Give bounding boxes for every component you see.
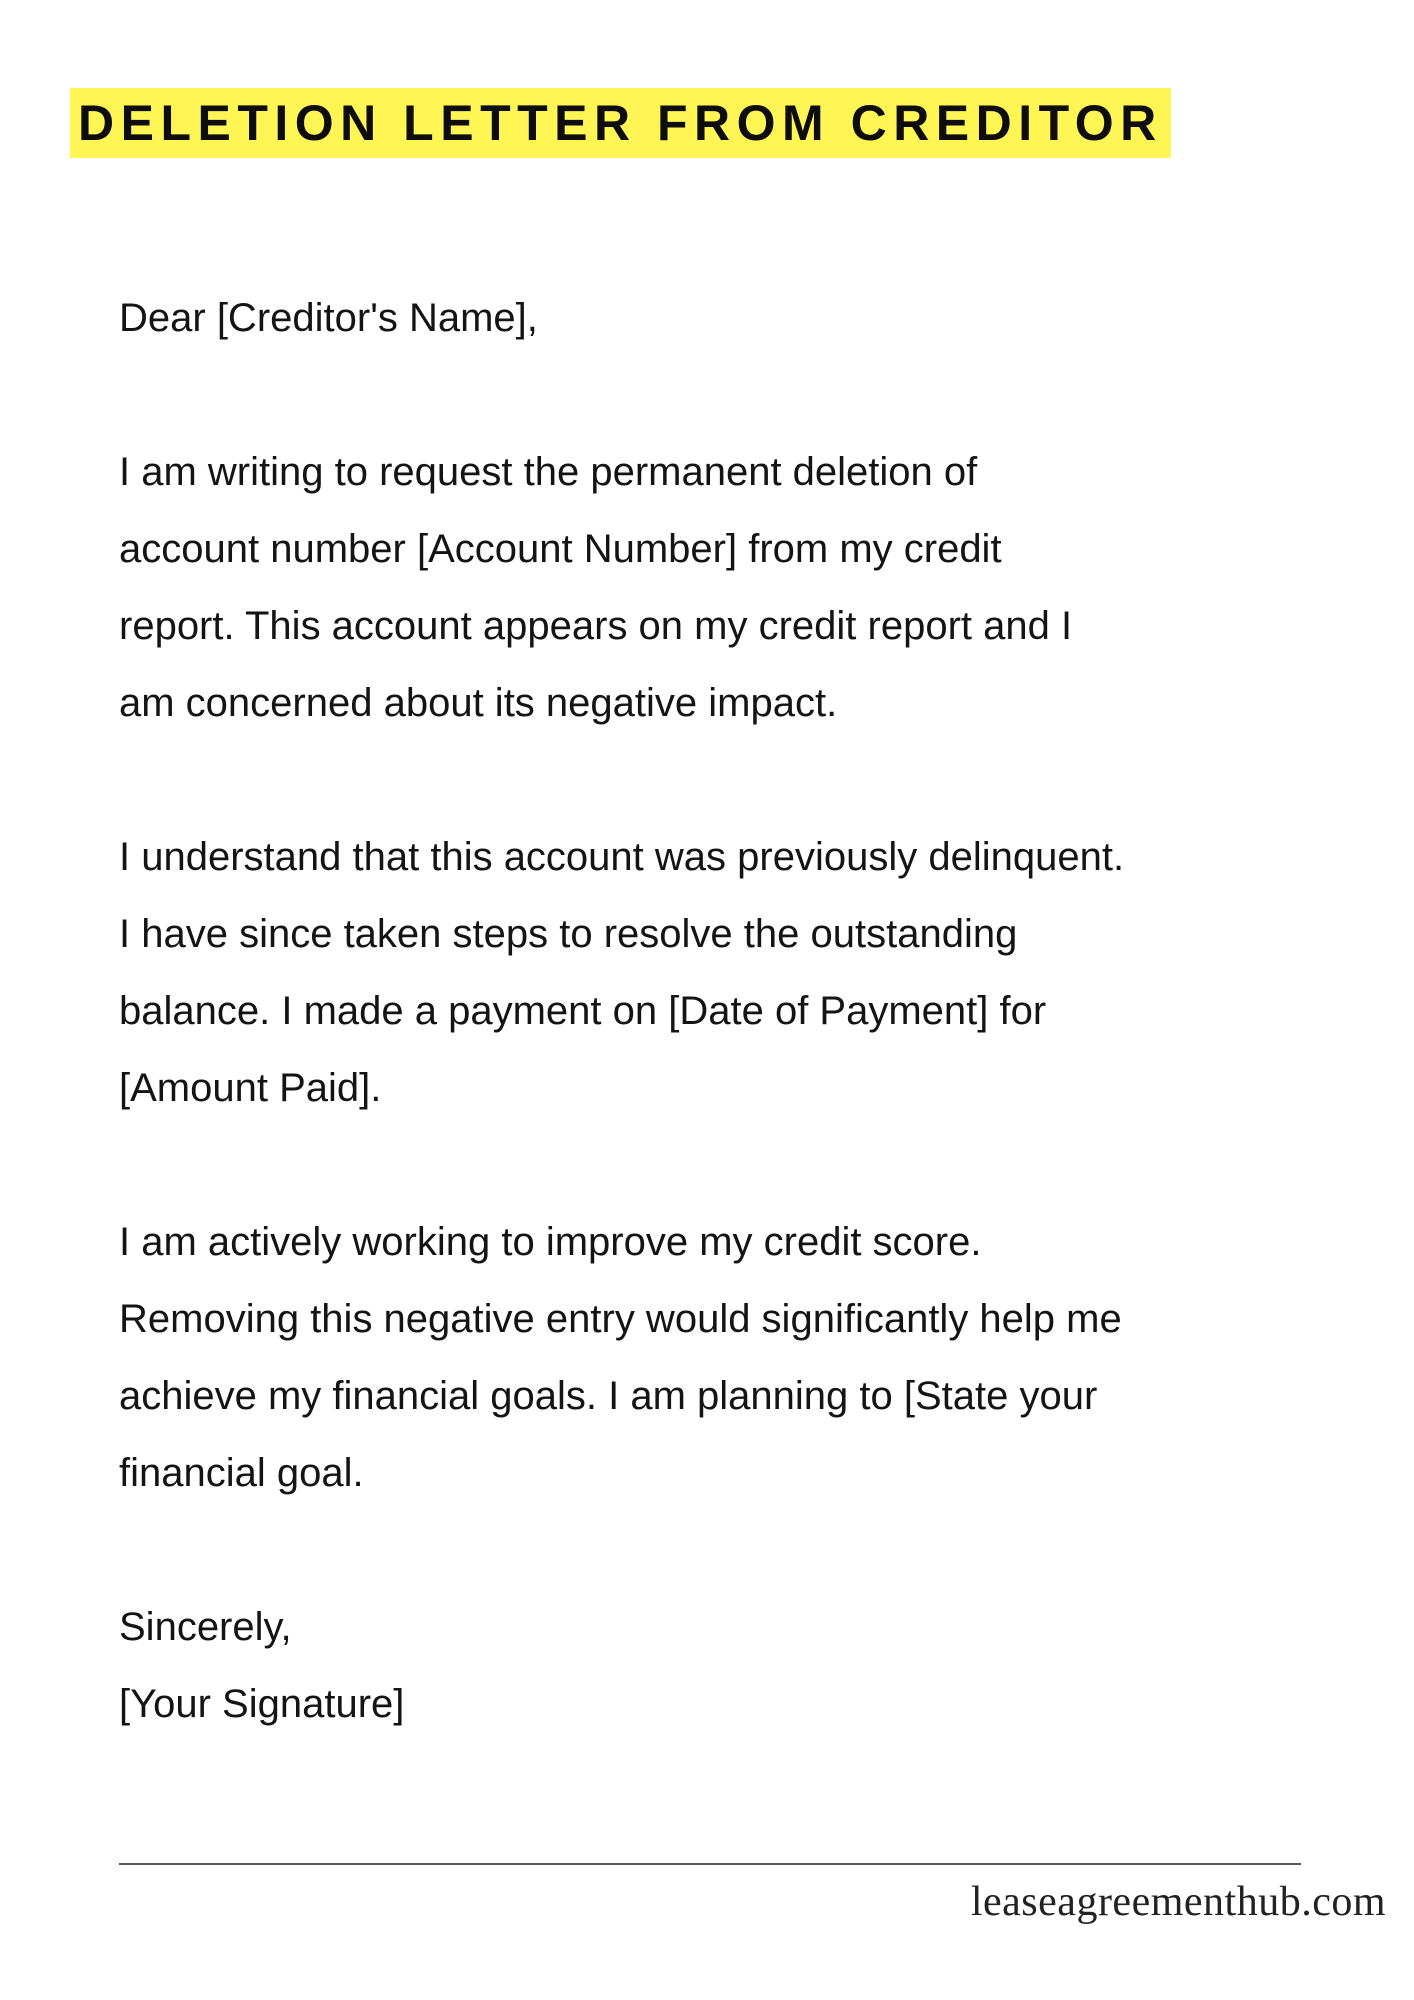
paragraph-line: report. This account appears on my credit report and I: [119, 604, 1073, 648]
paragraph-line: financial goal.: [119, 1451, 364, 1495]
spacer: [119, 742, 1359, 819]
paragraph-line: I am writing to request the permanent deletion of: [119, 450, 978, 494]
paragraph-line: I have since taken steps to resolve the outstanding: [119, 912, 1018, 956]
paragraph-3: [119, 1204, 1359, 1512]
closing: Sincerely,: [119, 1605, 292, 1649]
document-title: DELETION LETTER FROM CREDITOR: [78, 95, 1163, 151]
paragraph-line: am concerned about its negative impact.: [119, 681, 838, 725]
title-highlight: [70, 88, 1171, 158]
letter-body: [119, 280, 1359, 1743]
spacer: [119, 357, 1359, 434]
paragraph-1: [119, 434, 1359, 742]
paragraph-line: [Amount Paid].: [119, 1066, 382, 1110]
paragraph-line: account number [Account Number] from my credit: [119, 527, 1002, 571]
salutation: Dear [Creditor's Name],: [119, 296, 538, 340]
paragraph-2: [119, 819, 1359, 1127]
spacer: [119, 1512, 1359, 1589]
footer-divider: [119, 1863, 1301, 1865]
spacer: [119, 1127, 1359, 1204]
signature-placeholder: [Your Signature]: [119, 1682, 405, 1726]
paragraph-line: I am actively working to improve my credit score.: [119, 1220, 982, 1264]
paragraph-line: I understand that this account was previously delinquent.: [119, 835, 1125, 879]
paragraph-line: achieve my financial goals. I am planning to [State your: [119, 1374, 1098, 1418]
paragraph-line: balance. I made a payment on [Date of Payment] for: [119, 989, 1047, 1033]
footer-website: leaseagreementhub.com: [970, 1879, 1386, 1925]
paragraph-line: Removing this negative entry would significantly help me: [119, 1297, 1122, 1341]
